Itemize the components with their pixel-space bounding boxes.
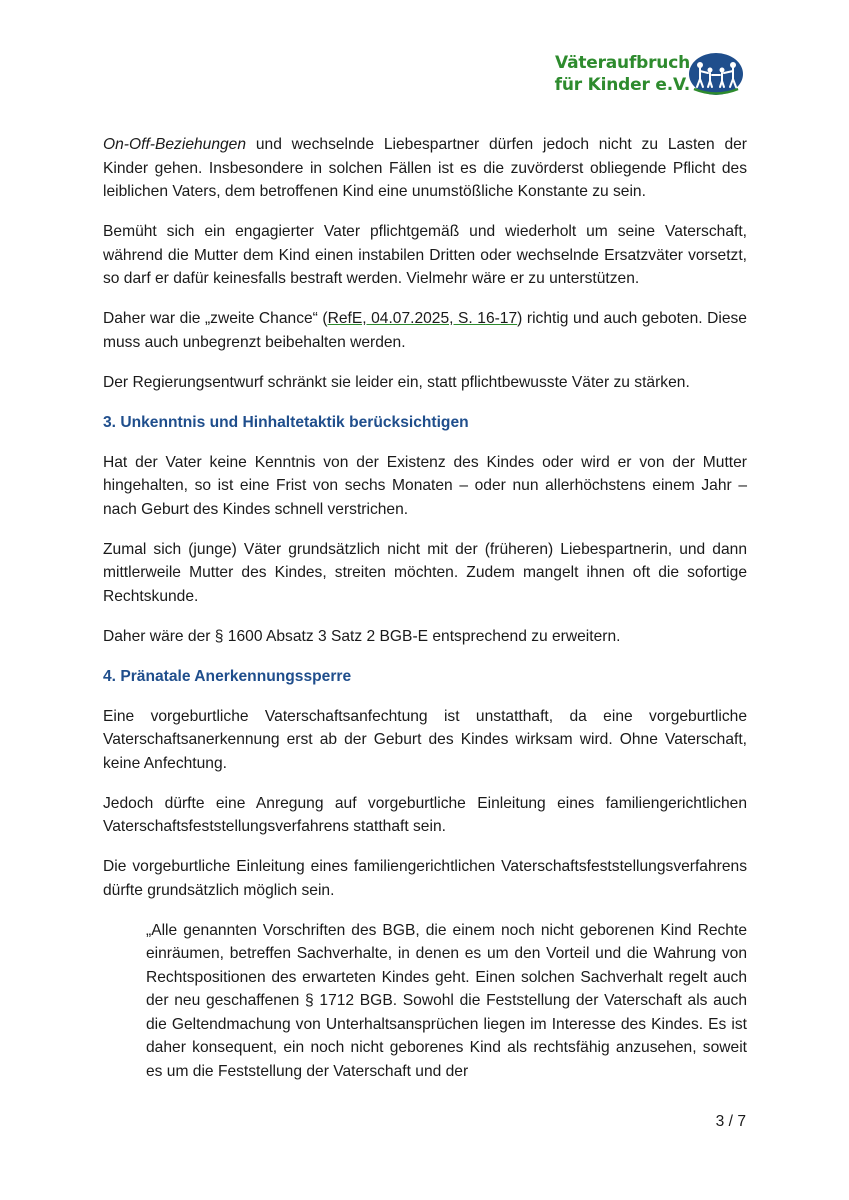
family-figures-icon	[688, 52, 744, 96]
section-heading: 4. Pränatale Anerkennungssperre	[103, 667, 352, 685]
logo-line1: Väteraufbruch	[555, 53, 690, 73]
paragraph: Daher war die „zweite Chance“ (RefE, 04.07.2025, S. 16-17) richtig und auch geboten. Diese muss auch unbegrenzt beibehalten werden.	[103, 310, 747, 351]
paragraph: On-Off-Beziehungen und wechselnde Liebespartner dürfen jedoch nicht zu Lasten der Kinder gehen. Insbesondere in solchen Fällen ist es die zuvörderst obliegende Pflicht des leiblichen Vaters, dem betroffenen Kind eine unumstößliche Konstante zu sein.	[103, 136, 747, 200]
emphasis-text: On-Off-Beziehungen	[103, 136, 247, 153]
logo-text	[550, 52, 690, 96]
paragraph: Zumal sich (junge) Väter grundsätzlich nicht mit der (früheren) Liebespartnerin, und dann mittlerweile Mutter des Kindes, streiten möchten. Zudem mangelt ihnen oft die sofortige Rechtskunde.	[103, 540, 747, 605]
logo	[548, 50, 748, 100]
paragraph: Die vorgeburtliche Einleitung eines familiengerichtlichen Vaterschaftsfeststellungsverfahrens dürfte grundsätzlich möglich sein.	[103, 858, 747, 899]
reference-link[interactable]: RefE, 04.07.2025, S. 16-17	[327, 310, 518, 327]
paragraph: Jedoch dürfte eine Anregung auf vorgeburtliche Einleitung eines familiengerichtlichen Vaterschaftsfeststellungsverfahrens statthaft sein.	[103, 794, 747, 835]
paragraph: Der Regierungsentwurf schränkt sie leider ein, statt pflichtbewusste Väter zu stärken.	[103, 373, 690, 391]
block-quote: „Alle genannten Vorschriften des BGB, die einem noch nicht geborenen Kind Rechte einräumen, betreffen Sachverhalte, in denen es um den Vorteil und die Wahrung von Rechtspositionen des erwarteten Kindes geht. Einen solchen Sachverhalt regelt auch der neu geschaffenen § 1712 BGB. Sowohl die Feststellung der Vaterschaft als auch die Geltendmachung von Unterhaltsansprüchen liegen im Interesse des Kindes. Es ist daher konsequent, ein noch nicht geborenes Kind als rechtsfähig anzusehen, soweit es um die Feststellung der Vaterschaft und der	[146, 921, 747, 1080]
document-body	[103, 133, 747, 1083]
paragraph: Eine vorgeburtliche Vaterschaftsanfechtung ist unstatthaft, da eine vorgeburtliche Vaterschaftsanerkennung erst ab der Geburt des Kindes wirksam wird. Ohne Vaterschaft, keine Anfechtung.	[103, 707, 747, 772]
section-heading: 3. Unkenntnis und Hinhaltetaktik berücksichtigen	[103, 413, 469, 431]
logo-line2: für Kinder e.V.	[554, 75, 690, 95]
page-number: 3 / 7	[715, 1113, 746, 1130]
paragraph: Daher wäre der § 1600 Absatz 3 Satz 2 BGB-E entsprechend zu erweitern.	[103, 627, 621, 645]
paragraph: Bemüht sich ein engagierter Vater pflichtgemäß und wiederholt um seine Vaterschaft, während die Mutter dem Kind einen instabilen Dritten oder wechselnde Ersatzväter vorsetzt, so darf er dafür keinesfalls bestraft werden. Vielmehr wäre er zu unterstützen.	[103, 223, 747, 287]
paragraph: Hat der Vater keine Kenntnis von der Existenz des Kindes oder wird er von der Mutter hingehalten, so ist eine Frist von sechs Monaten – oder nun allerhöchstens einem Jahr – nach Geburt des Kindes schnell verstrichen.	[103, 453, 747, 518]
